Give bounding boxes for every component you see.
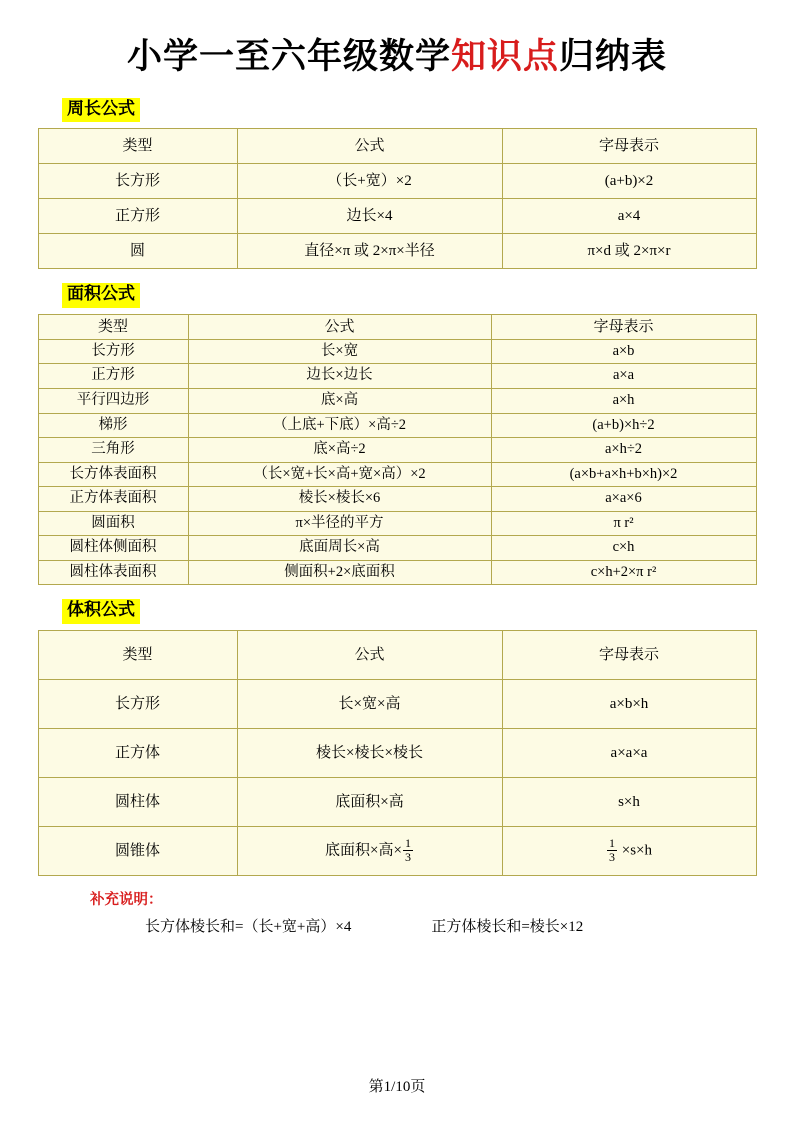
cell-letters: (a×b+a×h+b×h)×2: [491, 462, 756, 487]
cell-letters: s×h: [502, 778, 756, 827]
cell-letters: a×b: [491, 339, 756, 364]
cell-formula: 侧面积+2×底面积: [188, 560, 491, 585]
cell-type: 圆柱体: [38, 778, 237, 827]
title-part-1: 小学一至六年级数学: [126, 36, 451, 77]
section-heading-perimeter: 周长公式: [62, 98, 140, 123]
title-highlight: 知识点: [450, 36, 559, 77]
cell-letters: a×h÷2: [491, 438, 756, 463]
cell-formula: 直径×π 或 2×π×半径: [237, 234, 502, 269]
cell-letters: c×h: [491, 536, 756, 561]
section-heading-volume: 体积公式: [62, 599, 140, 624]
cell-letters: a×a×a: [502, 729, 756, 778]
cell-formula: 棱长×棱长×6: [188, 487, 491, 512]
note-title: 补充说明：: [90, 891, 163, 909]
cell-formula: 底×高÷2: [188, 438, 491, 463]
cell-letters: a×a: [491, 364, 756, 389]
page-title: [30, 34, 764, 80]
table-header-row: [38, 631, 756, 680]
title-part-2: 归纳表: [559, 36, 668, 77]
cell-type: 圆柱体侧面积: [38, 536, 188, 561]
cell-formula: 边长×边长: [188, 364, 491, 389]
cell-formula: 边长×4: [237, 199, 502, 234]
cell-letters: π×d 或 2×π×r: [502, 234, 756, 269]
cell-type: 长方形: [38, 339, 188, 364]
cell-letters: π r²: [491, 511, 756, 536]
table-row: [38, 413, 756, 438]
table-row: [38, 199, 756, 234]
cell-type: 长方形: [38, 164, 237, 199]
table-row: [38, 511, 756, 536]
fraction-one-third: $\frac{1}{3}$: [404, 835, 411, 864]
column-header-type: 类型: [38, 631, 237, 680]
table-row: [38, 164, 756, 199]
cell-formula-cone: 底面积×高× $\frac{1}{3}$: [237, 827, 502, 876]
table-volume: [38, 630, 757, 876]
cell-type: 圆面积: [38, 511, 188, 536]
cell-type: 正方形: [38, 199, 237, 234]
fraction-one-third: $\frac{1}{3}$: [608, 835, 615, 864]
cell-type: 梯形: [38, 413, 188, 438]
cell-type: 长方形: [38, 680, 237, 729]
table-row: [38, 560, 756, 585]
column-header-type: 类型: [38, 314, 188, 339]
table-header-row: [38, 314, 756, 339]
column-header-letters: 字母表示: [491, 314, 756, 339]
table-header-row: [38, 129, 756, 164]
table-perimeter: [38, 128, 757, 269]
cell-formula: （长+宽）×2: [237, 164, 502, 199]
cell-type: 圆: [38, 234, 237, 269]
cell-letters-cone: $\frac{1}{3}$ ×s×h: [502, 827, 756, 876]
cell-formula: 长×宽: [188, 339, 491, 364]
cell-letters: a×4: [502, 199, 756, 234]
table-row: [38, 234, 756, 269]
cell-letters: a×a×6: [491, 487, 756, 512]
cell-letters: a×b×h: [502, 680, 756, 729]
table-row: [38, 339, 756, 364]
table-row: [38, 487, 756, 512]
column-header-letters: 字母表示: [502, 631, 756, 680]
cell-type: 长方体表面积: [38, 462, 188, 487]
note-item-1: 长方体棱长和=（长+宽+高）×4: [145, 919, 352, 936]
table-row: [38, 462, 756, 487]
cell-formula: （长×宽+长×高+宽×高）×2: [188, 462, 491, 487]
column-header-formula: 公式: [237, 129, 502, 164]
section-heading-area: 面积公式: [62, 283, 140, 308]
column-header-formula: 公式: [237, 631, 502, 680]
cell-type: 圆锥体: [38, 827, 237, 876]
cell-formula: 底面周长×高: [188, 536, 491, 561]
cell-type: 三角形: [38, 438, 188, 463]
cell-formula: π×半径的平方: [188, 511, 491, 536]
note-item-2: 正方体棱长和=棱长×12: [431, 919, 584, 936]
cell-formula: 底面积×高: [237, 778, 502, 827]
table-row: [38, 364, 756, 389]
supplementary-note: [90, 888, 764, 936]
table-row: [38, 778, 756, 827]
table-row: [38, 827, 756, 876]
table-row: [38, 729, 756, 778]
table-row: [38, 388, 756, 413]
cell-formula: （上底+下底）×高÷2: [188, 413, 491, 438]
cell-letters: (a+b)×2: [502, 164, 756, 199]
cell-letters: (a+b)×h÷2: [491, 413, 756, 438]
cell-letters: a×h: [491, 388, 756, 413]
cell-type: 正方体: [38, 729, 237, 778]
column-header-letters: 字母表示: [502, 129, 756, 164]
page-footer: 第1/10页: [368, 1079, 426, 1095]
cell-type: 圆柱体表面积: [38, 560, 188, 585]
cell-formula: 棱长×棱长×棱长: [237, 729, 502, 778]
cell-type: 正方体表面积: [38, 487, 188, 512]
cell-type: 正方形: [38, 364, 188, 389]
cell-type: 平行四边形: [38, 388, 188, 413]
table-row: [38, 680, 756, 729]
cell-letters: c×h+2×π r²: [491, 560, 756, 585]
table-area: [38, 314, 757, 586]
cell-formula: 底×高: [188, 388, 491, 413]
table-row: [38, 438, 756, 463]
cell-formula: 长×宽×高: [237, 680, 502, 729]
note-body: [145, 915, 764, 936]
column-header-type: 类型: [38, 129, 237, 164]
table-row: [38, 536, 756, 561]
column-header-formula: 公式: [188, 314, 491, 339]
